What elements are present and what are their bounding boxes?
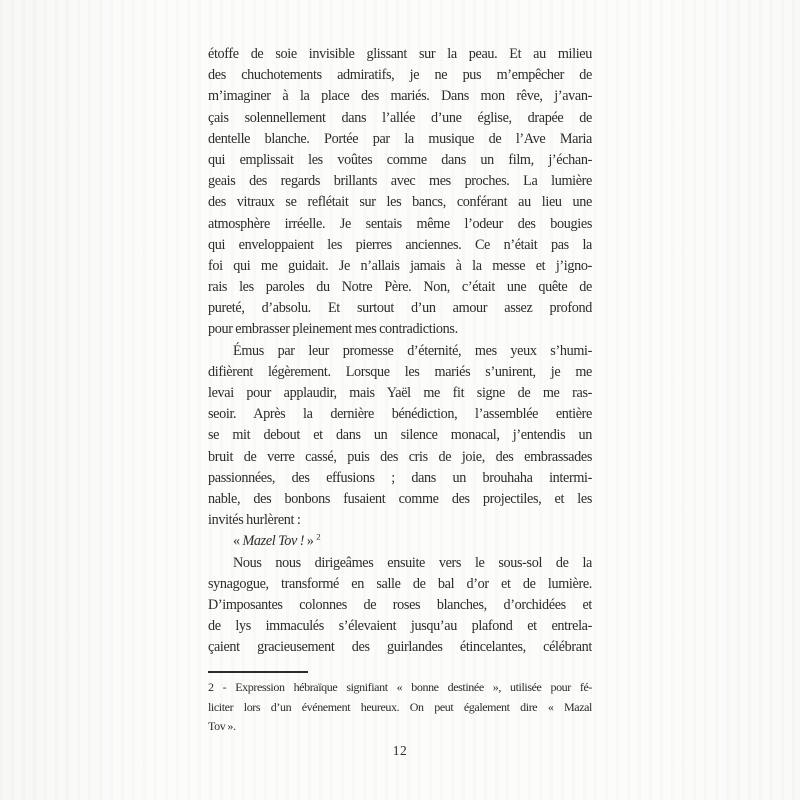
footnote-rule: [208, 671, 308, 673]
body-line: foi qui me guidait. Je n’allais jamais à la messe et j’igno-: [208, 257, 592, 274]
body-line: m’imaginer à la place des mariés. Dans mon rêve, j’avan-: [208, 88, 592, 105]
body-line: « Mazel Tov ! » $^2$: [233, 531, 321, 550]
body-line: passionnées, des effusions ; dans un brouhaha intermi-: [208, 469, 592, 486]
body-line: se mit debout et dans un silence monacal, j’entendis un: [208, 427, 592, 444]
footnote-line: 2 - Expression hébraïque signifiant « bonne destinée », utilisée pour fé-: [208, 680, 592, 695]
body-line: pureté, d’absolu. Et surtout d’un amour assez profond: [208, 300, 592, 317]
page-text-column: [208, 44, 592, 759]
body-line: çaient gracieusement des guirlandes étincelantes, célébrant: [208, 639, 592, 656]
body-line: Nous nous dirigeâmes ensuite vers le sous-sol de la: [233, 554, 592, 571]
footnote: [208, 678, 592, 736]
body-line: Émus par leur promesse d’éternité, mes yeux s’humi-: [233, 342, 592, 359]
body-line: des vitraux se reflétait sur les bancs, conférant au lieu une: [208, 194, 592, 211]
body-line: qui emplissait les voûtes comme dans un film, j’échan-: [208, 151, 592, 168]
body-line: dentelle blanche. Portée par la musique de l’Ave Maria: [208, 130, 592, 147]
body-line: des chuchotements admiratifs, je ne pus m’empêcher de: [208, 67, 592, 84]
body-line: étoffe de soie invisible glissant sur la peau. Et au milieu: [208, 46, 592, 62]
body-line: atmosphère irréelle. Je sentais même l’odeur des bougies: [208, 215, 592, 232]
body-line: nable, des bonbons fusaient comme des projectiles, et les: [208, 490, 592, 507]
footnote-line: liciter lors d’un événement heureux. On peut également dire « Mazal: [208, 699, 592, 714]
body-line: levai pour applaudir, mais Yaël me fit signe de me ras-: [208, 385, 592, 401]
body-line: bruit de verre cassé, puis des cris de joie, des embrassades: [208, 448, 592, 465]
body-line: invités hurlèrent :: [208, 512, 301, 529]
body-line: D’imposantes colonnes de roses blanches, d’orchidées et: [208, 596, 592, 613]
body-line: de lys immaculés s’élevaient jusqu’au plafond et entrela-: [208, 618, 592, 635]
body-line: seoir. Après la dernière bénédiction, l’assemblée entière: [208, 406, 592, 423]
body-line: pour embrasser pleinement mes contradictions.: [208, 321, 458, 338]
body-text: [208, 44, 592, 658]
page-number: 12: [392, 743, 408, 758]
body-line: qui enveloppaient les pierres anciennes. Ce n’était pas la: [208, 236, 592, 253]
body-line: geais des regards brillants avec mes proches. La lumière: [208, 173, 592, 190]
body-line: rais les paroles du Notre Père. Non, c’était une quête de: [208, 279, 592, 296]
body-line: synagogue, transformé en salle de bal d’or et de lumière.: [208, 575, 592, 592]
body-line: difièrent légèrement. Lorsque les mariés s’unirent, je me: [208, 363, 592, 380]
body-line: çais solennellement dans l’allée d’une église, drapée de: [208, 109, 592, 126]
footnote-line: Tov ».: [208, 718, 236, 733]
